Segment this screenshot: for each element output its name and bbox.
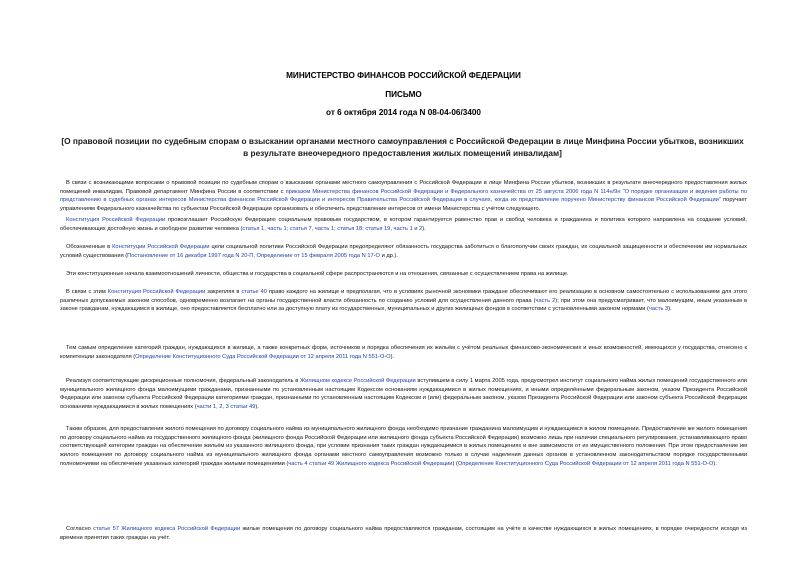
paragraph	[60, 243, 747, 260]
paragraph-text: право каждого на жилище и предполагая, что в условиях рыночной экономики граждане обеспечивают его реализацию в основном самостоятельно с использованием для этого различных допускаемых законом способов, одновременно возлагает на органы государственной власти обязанность по созданию условий для осуществления данного права (	[60, 289, 748, 304]
document-link[interactable]: часть 4 статьи 49 Жилищного кодекса Российской Федерации	[288, 460, 453, 467]
document-link[interactable]: часть 2	[535, 297, 556, 304]
paragraph-text: Реализуя соответствующие дискреционные полномочия, федеральный законодатель в	[66, 378, 300, 384]
paragraph-text: поручает управлениям Федерального казначейства по субъектам Российской Федерации организовать и обеспечить представление интересов от имени Министерства с учётом следующего.	[60, 197, 747, 213]
document-link[interactable]: части 1, 2, 3 статьи 49	[196, 404, 256, 411]
document-date-number: от 6 октября 2014 года N 08-04-06/3400	[326, 108, 481, 117]
paragraph	[60, 216, 747, 233]
paragraph-text: Таким образом, для предоставления жилого помещения по договору социального найма из муниципального жилищного фонда необходимо признание гражданина малоимущим и нуждающимся в жилом помещении. Предоставление же жилого помещения по договору социального найма из государственного жилищного фонда (жилищного фонда Российской Федерации или жилищного фонда субъекта Российской Федерации) возможно лишь при наличии специального регулирования, устанавливающего право соответствующей категории граждан на обеспечение жильём из указанного жилищного фонда, при условии признания таких граждан нуждающимися в жилых помещениях и вне зависимости от их имущественного положения. При этом предоставление им жилого помещения по договору социального найма из муниципального жилищного фонда органами местного самоуправления возможно только в случае наделения данных органов в установленном законодательством порядке государственными полномочиями на обеспечение указанных категорий граждан жилыми помещениями (	[60, 426, 747, 467]
paragraph-text: ).	[255, 404, 259, 411]
paragraph	[60, 525, 747, 542]
paragraph-text: жилые помещения по договору социального найма предоставляются гражданам, состоящим на учёте в качестве нуждающихся в жилых помещениях, в порядке очередности исходя из времени принятия таких граждан на учёт.	[60, 526, 747, 541]
paragraph-text: цели социальной политики Российской Федерации предопределяют обязанность государства заботиться о благополучии своих граждан, их социальной защищенности и обеспечении им нормальных условий существования (	[60, 244, 748, 259]
paragraph-text: закрепляя в	[205, 289, 242, 295]
document-link[interactable]: Определение Конституционного Суда Российской Федерации от 12 апреля 2011 года N 551-О-О	[135, 353, 391, 360]
paragraph-text: ).	[422, 225, 426, 232]
paragraph-text: В связи с этим	[66, 289, 108, 295]
paragraph	[60, 288, 747, 314]
document-link[interactable]: Определение Конституционного Суда Российской Федерации от 12 апреля 2011 года N 551-О-О	[457, 460, 714, 467]
paragraph-text: провозглашает Российскую Федерацию социальным правовым государством, в котором гарантируется равенство прав и свобод человека и гражданина и политика которого направлена на создание условий, обеспечивающих достойную жизнь и свободное развитие человека (	[60, 217, 747, 232]
paragraph	[60, 179, 747, 214]
paragraph-text: ) (	[452, 460, 458, 467]
paragraph	[60, 377, 747, 412]
document-type: ПИСЬМО	[385, 90, 422, 99]
paragraph	[60, 425, 747, 469]
paragraph	[60, 344, 747, 361]
paragraph-text: вступившем в силу 1 марта 2005 года, предусмотрел институт социального найма жилых помещений государственного или муниципального жилищного фонда малоимущими гражданами, признанными по установленным настоящим Кодексом основаниям нуждающимися в жилых помещениях, и иными определёнными федеральным законом, указом Президента Российской Федерации или законом субъекта Российской Федерации категориями граждан, признанными по установленным настоящим Кодексом и (или) федеральным законом, указом Президента Российской Федерации или законом субъекта Российской Федерации основаниям нуждающимися в жилых помещениях (	[60, 378, 747, 411]
document-link[interactable]: Конституции Российской Федерации	[112, 244, 210, 250]
document-link[interactable]: статье 40	[241, 289, 267, 295]
document-link[interactable]: часть 3	[648, 306, 669, 313]
paragraph-text: Эти конституционные начала взаимоотношений личности, общества и государства в социальной сфере распространяются и на отношения, связанные с осуществлением права на жилище.	[66, 271, 569, 277]
document-link[interactable]: Конституция Российской Федерации	[66, 217, 166, 223]
paragraph-text: В связи с возникающими вопросами о правовой позиции по судебным спорам о взыскании органами местного самоуправления с Российской Федерации в лице Минфина России убытков, возникших в результате внеочередного предоставления жилых помещений инвалидам, Правовой департамент Минфина России в соответствии с	[60, 180, 747, 195]
document-link[interactable]: Жилищном кодексе Российской Федерации	[299, 378, 416, 384]
paragraph-text: ).	[668, 306, 672, 313]
paragraph-text: ).	[713, 460, 717, 467]
paragraph-text: и др.).	[380, 252, 398, 259]
document-subject: [О правовой позиции по судебным спорам о взыскании органами местного самоуправления с Российской Федерации в лице Минфина России убытков, возникших в результате внеочередного предоставления жилых помещений инвалидам]	[61, 136, 744, 158]
document-link[interactable]: Постановление от 16 декабря 1997 года N 20-П, Определение от 15 февраля 2005 года N 17-О	[127, 252, 380, 259]
paragraph-text: ); при этом она предусматривает, что малоимущим, иным указанным в законе гражданам, нуждающимся в жилище, оно предоставляется бесплатно или за доступную плату из государственных, муниципальных и других жилищных фондов в соответствии с установленными законом нормами (	[60, 297, 748, 313]
paragraph-text: ).	[390, 353, 395, 360]
ministry-title: МИНИСТЕРСТВО ФИНАНСОВ РОССИЙСКОЙ ФЕДЕРАЦИИ	[286, 71, 521, 80]
document-link[interactable]: приказом Министерства финансов Российской Федерации и Федерального казначейства от 25 августа 2006 года N 114н/9н "О порядке организации и ведения работы по представлению в судебных органах интересов Министерства финансов Российской Федерации и интересов Правительства Российской Федерации в случаях, когда их представление поручено Министерству финансов Российской Федерации"	[60, 188, 747, 204]
document-link[interactable]: статья 1, часть 1; статья 7, часть 1; статья 18; статья 19, часть 1 и 2	[242, 225, 423, 232]
paragraph-text: Обозначенные в	[66, 244, 113, 250]
paragraph-text: Согласно	[66, 526, 94, 532]
document-link[interactable]: Конституция Российской Федерации	[107, 289, 206, 295]
paragraph-text: Тем самым определение категорий граждан, нуждающихся в жилище, а также конкретных форм, источников и порядка обеспечения их жильём с учётом реальных финансово-экономических и иных возможностей, имеющихся у государства, отнесено к компетенции законодателя (	[60, 345, 747, 360]
paragraph	[60, 270, 747, 279]
document-link[interactable]: статье 57 Жилищного кодекса Российской Федерации	[93, 526, 241, 532]
